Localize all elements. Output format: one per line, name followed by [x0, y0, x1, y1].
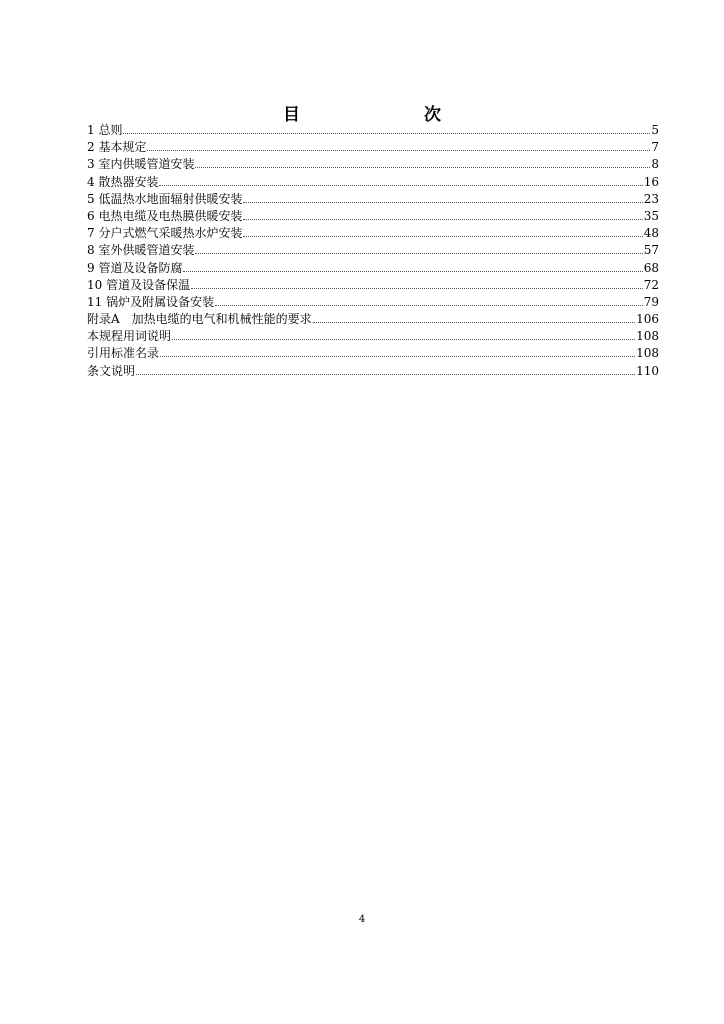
toc-leader-dots	[172, 339, 635, 340]
toc-entry-page: 110	[636, 363, 659, 378]
toc-entry[interactable]	[87, 277, 659, 294]
page-title: 目 次	[283, 105, 471, 125]
toc-entry-page: 108	[636, 329, 659, 344]
toc-leader-dots	[243, 236, 642, 237]
toc-entry[interactable]	[87, 191, 659, 208]
toc-entry-title: 附录A 加热电缆的电气和机械性能的要求	[87, 312, 312, 327]
toc-entry-page: 106	[636, 312, 659, 327]
toc-entry[interactable]	[87, 122, 659, 139]
toc-entry[interactable]	[87, 225, 659, 242]
toc-entry-page: 48	[643, 226, 659, 241]
toc-leader-dots	[159, 185, 642, 186]
toc-entry-page: 16	[643, 174, 659, 189]
toc-entry-page: 7	[651, 140, 659, 155]
toc-entry[interactable]	[87, 208, 659, 225]
toc-entry[interactable]	[87, 311, 659, 328]
toc-entry-title: 9 管道及设备防腐	[87, 260, 183, 275]
toc-entry[interactable]	[87, 345, 659, 362]
toc-entry-title: 1 总则	[87, 123, 123, 137]
toc-leader-dots	[183, 271, 642, 272]
toc-leader-dots	[215, 305, 643, 306]
toc-leader-dots	[123, 133, 650, 134]
toc-entry-page: 79	[643, 294, 659, 309]
toc-entry-page: 57	[643, 243, 659, 258]
toc-entry-page: 72	[643, 277, 659, 292]
toc-leader-dots	[136, 374, 635, 375]
toc-entry-page: 23	[643, 191, 659, 206]
toc-entry-title: 本规程用词说明	[87, 329, 172, 344]
toc-entry[interactable]	[87, 328, 659, 345]
toc-entry-page: 5	[651, 123, 659, 137]
toc-entry-page: 108	[636, 346, 659, 361]
toc-entry-title: 5 低温热水地面辐射供暖安装	[87, 191, 243, 206]
toc-leader-dots	[243, 219, 642, 220]
toc-leader-dots	[147, 150, 650, 151]
toc-entry[interactable]	[87, 363, 659, 380]
toc-leader-dots	[313, 322, 635, 323]
toc-leader-dots	[195, 253, 642, 254]
toc-entry-title: 4 散热器安装	[87, 174, 159, 189]
toc-entry-page: 35	[643, 208, 659, 223]
toc-entry-title: 3 室内供暖管道安装	[87, 157, 195, 172]
toc-leader-dots	[243, 202, 642, 203]
toc-entry-title: 条文说明	[87, 363, 136, 378]
toc-entry[interactable]	[87, 174, 659, 191]
toc-entry-page: 8	[651, 157, 659, 172]
toc-entry[interactable]	[87, 294, 659, 311]
toc-leader-dots	[160, 356, 635, 357]
toc-entry[interactable]	[87, 242, 659, 259]
toc-entry[interactable]	[87, 260, 659, 277]
toc-entry-title: 2 基本规定	[87, 140, 147, 155]
table-of-contents	[87, 122, 659, 380]
toc-leader-dots	[195, 167, 650, 168]
toc-entry[interactable]	[87, 156, 659, 173]
toc-entry-title: 6 电热电缆及电热膜供暖安装	[87, 208, 243, 223]
toc-entry-title: 8 室外供暖管道安装	[87, 243, 195, 258]
toc-entry-page: 68	[643, 260, 659, 275]
page-number: 4	[358, 914, 366, 925]
toc-leader-dots	[191, 288, 643, 289]
toc-entry-title: 10 管道及设备保温	[87, 277, 191, 292]
toc-entry[interactable]	[87, 139, 659, 156]
toc-entry-title: 7 分户式燃气采暖热水炉安装	[87, 226, 243, 241]
toc-entry-title: 引用标准名录	[87, 346, 160, 361]
toc-entry-title: 11 锅炉及附属设备安装	[87, 294, 215, 309]
